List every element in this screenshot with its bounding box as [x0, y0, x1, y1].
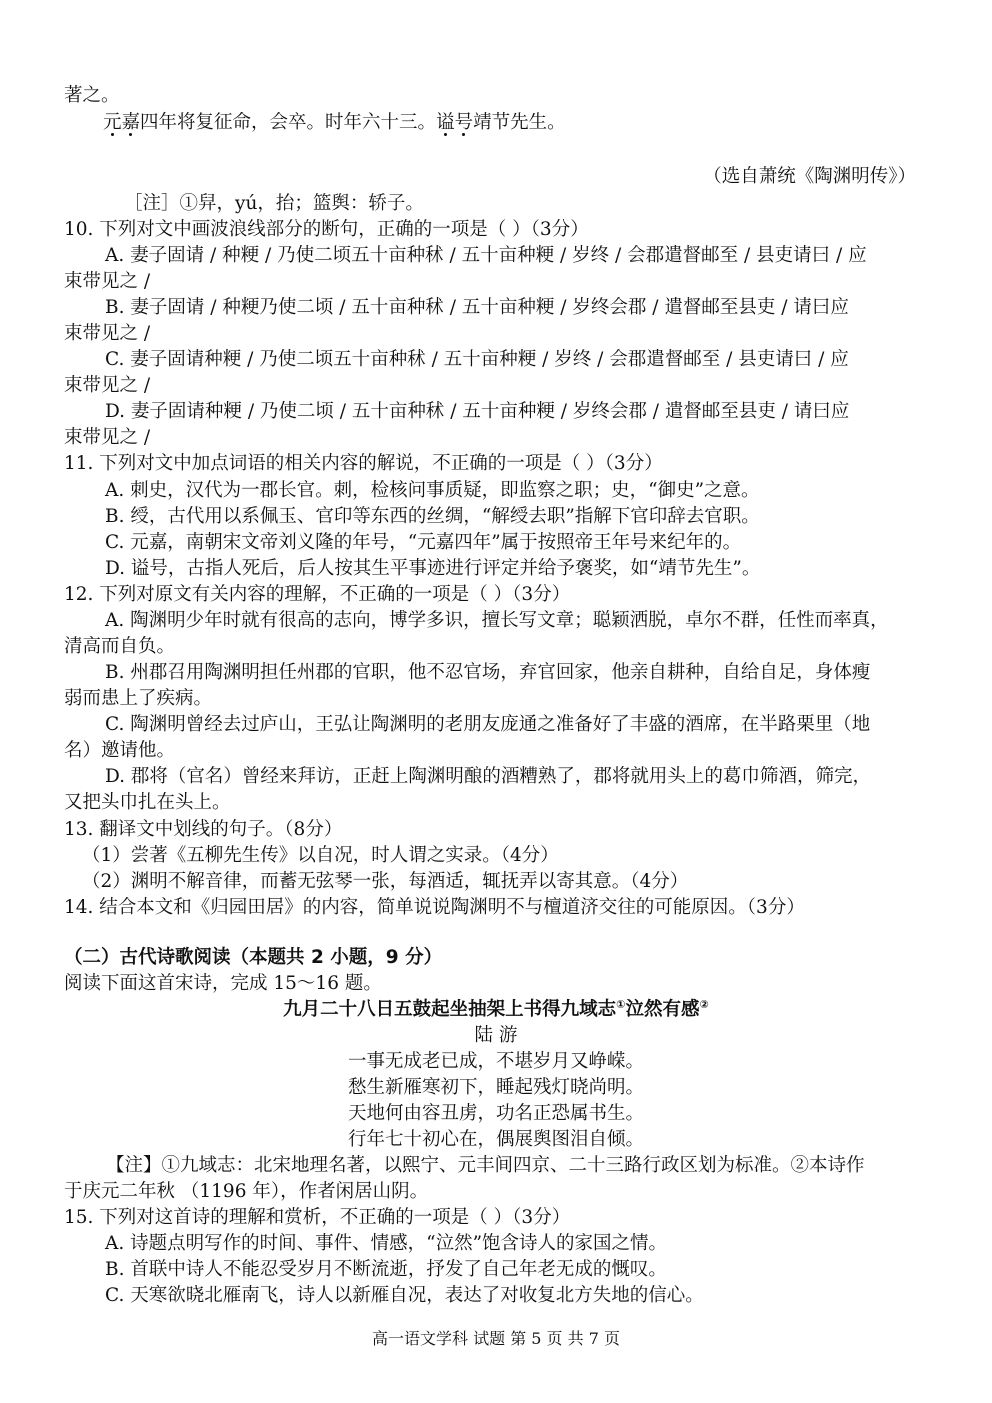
- poem-line: 一事无成老已成，不堪岁月又峥嵘。: [347, 1051, 644, 1072]
- footnote-marker: ①: [616, 997, 626, 1011]
- option-12d-cont: 又把头巾扎在头上。: [64, 792, 231, 813]
- passage-text: 靖节先生。: [473, 112, 566, 133]
- question-14-stem: 14. 结合本文和《归园田居》的内容，简单说说陶渊明不与檀道济交往的可能原因。（3分）: [64, 897, 805, 918]
- poem-title-tail: 泣然有感: [625, 999, 700, 1020]
- option-10c-cont: 束带见之 /: [64, 375, 151, 396]
- question-13-sentence-1: （1）尝著《五柳先生传》以自况，时人谓之实录。（4分）: [82, 845, 559, 866]
- option-11d: D. 谥号，古指人死后，后人按其生平事迹进行评定并给予褒奖，如“靖节先生”。: [105, 558, 761, 579]
- option-12a: A. 陶渊明少年时就有很高的志向，博学多识，擅长写文章；聪颖洒脱，卓尔不群，任性而率真，: [105, 610, 889, 631]
- option-12c: C. 陶渊明曾经去过庐山，王弘让陶渊明的老朋友庞通之准备好了丰盛的酒席，在半路栗里（地: [105, 714, 871, 735]
- passage-text: 四: [140, 112, 159, 133]
- dotted-char: 嘉: [121, 112, 141, 133]
- question-11-stem: 11. 下列对文中加点词语的相关内容的解说，不正确的一项是（ ）（3分）: [64, 453, 663, 474]
- passage-source: （选自萧统《陶渊明传》）: [703, 166, 916, 187]
- question-10-stem: 10. 下列对文中画波浪线部分的断句，正确的一项是（ ）（3分）: [64, 219, 589, 240]
- poem-line: 行年七十初心在，偶展舆图泪自倾。: [347, 1129, 644, 1150]
- option-12b-cont: 弱而患上了疾病。: [64, 688, 213, 709]
- passage-text: 年将复征命，会卒。时年六十三。: [158, 112, 437, 133]
- passage-line: [103, 110, 566, 136]
- option-11b: B. 绶，古代用以系佩玉、官印等东西的丝绸，“解绶去职”指解下官印辞去官职。: [105, 506, 760, 527]
- poem-author: 陆 游: [474, 1025, 518, 1046]
- poem-line: 愁生新雁寒初下，睡起残灯晓尚明。: [347, 1077, 644, 1098]
- question-13-stem: 13. 翻译文中划线的句子。（8分）: [64, 819, 343, 840]
- poem-note: 【注】①九域志：北宋地理名著，以熙宁、元丰间四京、二十三路行政区划为标准。②本诗作: [106, 1155, 865, 1176]
- poem-note-cont: 于庆元二年秋 （1196 年），作者闲居山阴。: [64, 1181, 429, 1202]
- option-10d: D. 妻子固请种粳 / 乃使二顷 / 五十亩种秫 / 五十亩种粳 / 岁终会郡 / 遣督邮至县吏 / 请曰应: [105, 401, 850, 422]
- poem-title: [0, 997, 992, 1023]
- passage-line: 著之。: [64, 85, 120, 106]
- page-footer: 高一语文学科 试题 第 5 页 共 7 页: [372, 1329, 620, 1348]
- question-12-stem: 12. 下列对原文有关内容的理解，不正确的一项是（ ）（3分）: [64, 584, 571, 605]
- question-15-stem: 15. 下列对这首诗的理解和赏析，不正确的一项是（ ）（3分）: [64, 1207, 571, 1228]
- option-11a: A. 刺史，汉代为一郡长官。刺，检核问事质疑，即监察之职；史，“御史”之意。: [105, 480, 760, 501]
- poetry-intro: 阅读下面这首宋诗，完成 15～16 题。: [64, 973, 382, 994]
- option-11c: C. 元嘉，南朝宋文帝刘义隆的年号，“元嘉四年”属于按照帝王年号来纪年的。: [105, 532, 742, 553]
- option-12c-cont: 名）邀请他。: [64, 740, 176, 761]
- option-10d-cont: 束带见之 /: [64, 427, 151, 448]
- section-title: （二）古代诗歌阅读（本题共 2 小题，9 分）: [64, 947, 443, 968]
- option-10a-cont: 束带见之 /: [64, 271, 151, 292]
- option-10b-cont: 束带见之 /: [64, 323, 151, 344]
- option-12a-cont: 清高而自负。: [64, 636, 176, 657]
- option-10a: A. 妻子固请 / 种粳 / 乃使二顷五十亩种秫 / 五十亩种粳 / 岁终 / 会郡遣督邮至 / 县吏请曰 / 应: [105, 245, 867, 266]
- dotted-char: 元: [103, 112, 122, 133]
- option-12d: D. 郡将（官名）曾经来拜访，正赶上陶渊明酿的酒糟熟了，郡将就用头上的葛巾筛酒，筛完，: [105, 766, 871, 787]
- option-10c: C. 妻子固请种粳 / 乃使二顷五十亩种秫 / 五十亩种粳 / 岁终 / 会郡遣督邮至 / 县吏请曰 / 应: [105, 349, 849, 370]
- question-13-sentence-2: （2）渊明不解音律，而蓄无弦琴一张，每酒适，辄抚弄以寄其意。（4分）: [82, 871, 689, 892]
- dotted-char: 谥: [436, 112, 455, 133]
- option-15b: B. 首联中诗人不能忍受岁月不断流逝，抒发了自己年老无成的慨叹。: [105, 1259, 667, 1280]
- poem-line: 天地何由容丑虏，功名正恐属书生。: [347, 1103, 644, 1124]
- option-10b: B. 妻子固请 / 种粳乃使二顷 / 五十亩种秫 / 五十亩种粳 / 岁终会郡 / 遣督邮至县吏 / 请曰应: [105, 297, 849, 318]
- passage-note: ［注］①舁，yú，抬；篮舆：轿子。: [124, 193, 424, 214]
- option-15a: A. 诗题点明写作的时间、事件、情感，“泣然”饱含诗人的家国之情。: [105, 1233, 668, 1254]
- option-12b: B. 州郡召用陶渊明担任州郡的官职，他不忍官场，弃官回家，他亲自耕种，自给自足，身体瘦: [105, 662, 871, 683]
- dotted-char: 号: [454, 112, 474, 133]
- option-15c: C. 天寒欲晓北雁南飞，诗人以新雁自况，表达了对收复北方失地的信心。: [105, 1285, 704, 1306]
- poem-title-text: 九月二十八日五鼓起坐抽架上书得九域志: [283, 999, 617, 1020]
- footnote-marker: ②: [699, 997, 709, 1011]
